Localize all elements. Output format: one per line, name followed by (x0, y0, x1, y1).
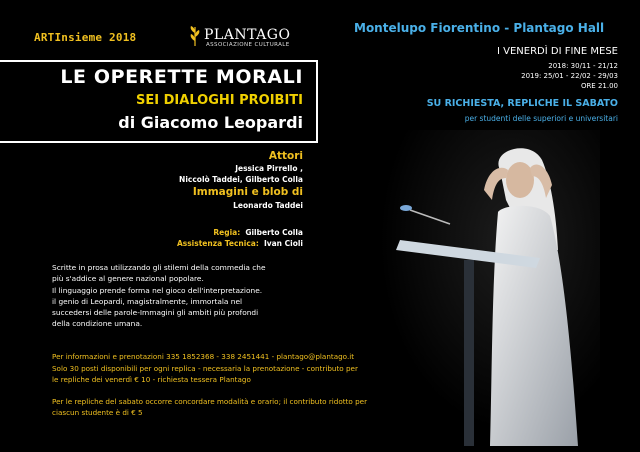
actors-heading: Attori (268, 150, 303, 162)
description-line: Scritte in prosa utilizzando gli stilemi della commedia che (52, 263, 266, 272)
show-title: LE OPERETTE MORALI (60, 66, 303, 88)
description-line: succedersi delle parole-Immagini gli ambiti più profondi (52, 308, 259, 318)
description-line: il genio di Leopardi, magistralmente, immortala nel (52, 296, 243, 306)
images-heading: Immagini e blob di (192, 186, 303, 198)
show-time: ORE 21.00 (580, 82, 618, 90)
actors-line-1: Jessica Pirrello , (235, 164, 303, 173)
info-line: le repliche dei venerdì € 10 - richiesta tessera Plantago (52, 375, 251, 385)
info-line: Per informazioni e prenotazioni 335 1852368 - 338 2451441 - plantago@plantago.it (52, 352, 355, 361)
info-line: Solo 30 posti disponibili per ogni replica - necessaria la prenotazione - contributo per (52, 363, 358, 373)
images-name: Leonardo Taddei (233, 201, 303, 210)
performer-photo (380, 130, 600, 446)
plantago-leaf-icon (188, 25, 202, 47)
booking-info (52, 351, 422, 419)
saturday-replicas: SU RICHIESTA, REPLICHE IL SABATO (426, 98, 618, 109)
plantago-name: PLANTAGO (204, 27, 291, 43)
actors-line-2: Niccolò Taddei, Gilberto Colla (179, 175, 303, 184)
regia-label: Regia: (213, 228, 241, 237)
venue-title: Montelupo Fiorentino - Plantago Hall (354, 21, 605, 35)
assistenza-label: Assistenza Tecnica: (176, 239, 259, 248)
description (52, 262, 320, 330)
info-line: Per le repliche del sabato occorre concordare modalità e orario; il contributo ridotto per (52, 396, 368, 406)
show-subtitle: SEI DIALOGHI PROIBITI (136, 93, 303, 108)
show-author: di Giacomo Leopardi (118, 113, 303, 132)
description-line: della condizione umana. (52, 319, 143, 329)
students-note: per studenti delle superiori e universitari (464, 114, 618, 123)
assistenza-credit (177, 231, 303, 250)
artinsieme-logo-text: ARTInsieme 2018 (34, 31, 137, 44)
description-line: più s'addice al genere nazional popolare. (52, 274, 204, 284)
dates-2018: 2018: 30/11 - 21/12 (548, 62, 618, 70)
dates-2019: 2019: 25/01 - 22/02 - 29/03 (521, 72, 618, 80)
plantago-subtitle: ASSOCIAZIONE CULTURALE (206, 42, 290, 48)
friday-heading: I VENERDÌ DI FINE MESE (497, 46, 618, 57)
description-line: Il linguaggio prende forma nel gioco dell'interpretazione. (52, 285, 263, 295)
assistenza-name: Ivan Cioli (263, 239, 303, 248)
info-line: ciascun studente è di € 5 (52, 408, 143, 418)
regia-name: Gilberto Colla (245, 228, 303, 237)
